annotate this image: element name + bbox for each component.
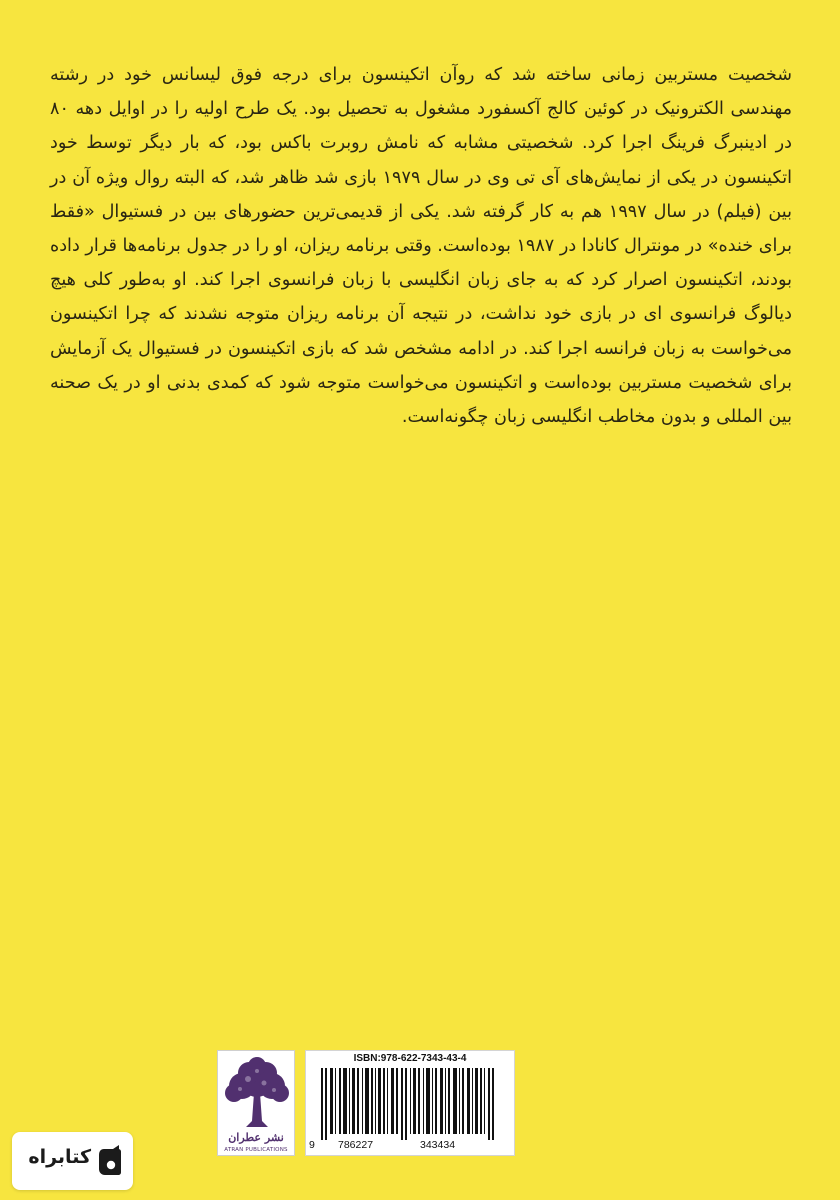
publisher-name-english: ATRAN PUBLICATIONS	[224, 1147, 288, 1153]
ketabrah-logo-icon	[96, 1145, 124, 1177]
description-text: شخصیت مستربین زمانی ساخته شد که روآن اتکینسون برای درجه فوق لیسانس خود در رشته مهندسی الکترونیک در کوئین کالج آکسفورد مشغول به تحصیل بود. یک طرح اولیه را در اوایل دهه ۸۰ در ادینبرگ فرینگ اجرا کرد. شخصیتی مشابه که نامش روبرت باکس بود، که بار دیگر توسط خود اتکینسون در یکی از نمایش‌های آی تی وی در سال ۱۹۷۹ بازی شد ظاهر شد، که البته روال ویژه آن در بین (فیلم) در سال ۱۹۹۷ هم به کار گرفته شد. یکی از قدیمی‌ترین حضورهای بین در فستیوال «فقط برای خنده» در مونترال کانادا در ۱۹۸۷ بوده‌است. وقتی برنامه ریزان، او را در جدول برنامه‌ها قرار داده بودند، اتکینسون اصرار کرد که به جای زبان انگلیسی با زبان فرانسوی اجرا کند. او به‌طور کلی هیچ دیالوگ فرانسوی ای در بازی خود نداشت، در نتیجه آن برنامه ریزان متوجه نشدند که چرا اتکینسون می‌خواست به زبان فرانسه اجرا کند. در ادامه مشخص شد که بازی اتکینسون در فستیوال یک آزمایش برای شخصیت مستربین بوده‌است و اتکینسون می‌خواست متوجه شود که کمدی بدنی او در یک صحنه بین المللی و بدون مخاطب انگلیسی زبان چگونه‌است.	[50, 65, 792, 428]
ketabrah-watermark	[12, 1132, 133, 1190]
barcode-digit-lead: 9	[309, 1139, 315, 1151]
barcode-bars	[313, 1068, 509, 1140]
book-description	[50, 58, 792, 434]
publisher-name: نشر عطران	[228, 1131, 284, 1144]
barcode-digits-right: 343434	[420, 1139, 456, 1151]
isbn-barcode	[305, 1050, 515, 1156]
publisher-logo	[217, 1050, 295, 1156]
barcode-digits-left: 786227	[338, 1139, 374, 1151]
tree-icon	[218, 1051, 296, 1133]
isbn-label: ISBN:978-622-7343-43-4	[353, 1053, 467, 1064]
watermark-brand: کتابراه	[28, 1146, 91, 1168]
